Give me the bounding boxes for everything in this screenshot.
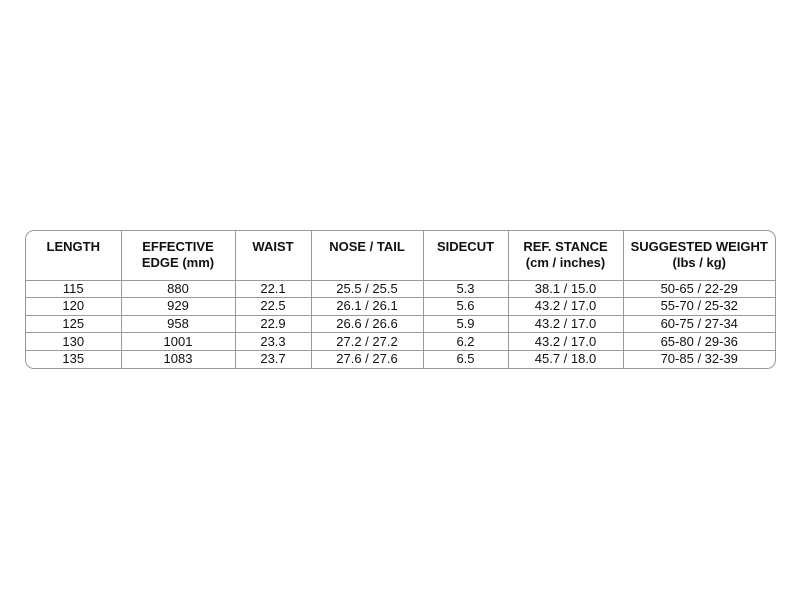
cell-nose-tail: 26.1 / 26.1 bbox=[311, 298, 423, 316]
cell-effective-edge: 929 bbox=[121, 298, 235, 316]
table-row bbox=[26, 280, 775, 298]
size-spec-table bbox=[26, 231, 775, 368]
header-suggested-weight-unit: (lbs / kg) bbox=[672, 255, 726, 270]
header-effective-edge-label: EFFECTIVE bbox=[142, 239, 214, 254]
cell-nose-tail: 27.6 / 27.6 bbox=[311, 350, 423, 368]
cell-suggested-weight: 50-65 / 22-29 bbox=[623, 280, 775, 298]
cell-effective-edge: 958 bbox=[121, 315, 235, 333]
cell-ref-stance: 43.2 / 17.0 bbox=[508, 333, 623, 351]
header-length bbox=[26, 231, 121, 280]
table-row bbox=[26, 315, 775, 333]
spec-table-container bbox=[25, 230, 776, 369]
header-suggested-weight bbox=[623, 231, 775, 280]
header-nose-tail-label: NOSE / TAIL bbox=[329, 239, 405, 254]
cell-ref-stance: 45.7 / 18.0 bbox=[508, 350, 623, 368]
cell-length: 130 bbox=[26, 333, 121, 351]
cell-length: 115 bbox=[26, 280, 121, 298]
cell-length: 125 bbox=[26, 315, 121, 333]
table-header-row bbox=[26, 231, 775, 280]
cell-length: 135 bbox=[26, 350, 121, 368]
cell-waist: 22.1 bbox=[235, 280, 311, 298]
cell-ref-stance: 38.1 / 15.0 bbox=[508, 280, 623, 298]
cell-suggested-weight: 55-70 / 25-32 bbox=[623, 298, 775, 316]
header-sidecut bbox=[423, 231, 508, 280]
header-waist-label: WAIST bbox=[252, 239, 294, 254]
cell-effective-edge: 1001 bbox=[121, 333, 235, 351]
header-ref-stance-unit: (cm / inches) bbox=[525, 255, 606, 270]
header-effective-edge-unit: EDGE (mm) bbox=[141, 255, 215, 270]
cell-effective-edge: 1083 bbox=[121, 350, 235, 368]
header-ref-stance-label: REF. STANCE bbox=[523, 239, 608, 254]
cell-effective-edge: 880 bbox=[121, 280, 235, 298]
table-row bbox=[26, 350, 775, 368]
cell-suggested-weight: 70-85 / 32-39 bbox=[660, 351, 738, 367]
cell-sidecut: 6.5 bbox=[423, 350, 508, 368]
cell-suggested-weight: 60-75 / 27-34 bbox=[623, 315, 775, 333]
header-waist bbox=[235, 231, 311, 280]
cell-ref-stance: 43.2 / 17.0 bbox=[508, 315, 623, 333]
header-suggested-weight-label: SUGGESTED WEIGHT bbox=[630, 239, 768, 254]
cell-suggested-weight: 65-80 / 29-36 bbox=[623, 333, 775, 351]
header-ref-stance bbox=[508, 231, 623, 280]
table-row bbox=[26, 333, 775, 351]
cell-sidecut: 5.6 bbox=[423, 298, 508, 316]
cell-ref-stance: 43.2 / 17.0 bbox=[508, 298, 623, 316]
cell-waist: 22.5 bbox=[235, 298, 311, 316]
cell-nose-tail: 25.5 / 25.5 bbox=[311, 280, 423, 298]
cell-sidecut: 6.2 bbox=[423, 333, 508, 351]
header-length-label: LENGTH bbox=[46, 239, 100, 254]
cell-sidecut: 5.9 bbox=[423, 315, 508, 333]
cell-waist: 23.3 bbox=[235, 333, 311, 351]
cell-nose-tail: 27.2 / 27.2 bbox=[311, 333, 423, 351]
cell-sidecut: 5.3 bbox=[423, 280, 508, 298]
cell-waist: 22.9 bbox=[235, 315, 311, 333]
cell-nose-tail: 26.6 / 26.6 bbox=[311, 315, 423, 333]
header-sidecut-label: SIDECUT bbox=[436, 239, 495, 254]
table-row bbox=[26, 298, 775, 316]
cell-length: 120 bbox=[26, 298, 121, 316]
header-nose-tail bbox=[311, 231, 423, 280]
cell-waist: 23.7 bbox=[235, 350, 311, 368]
header-effective-edge bbox=[121, 231, 235, 280]
